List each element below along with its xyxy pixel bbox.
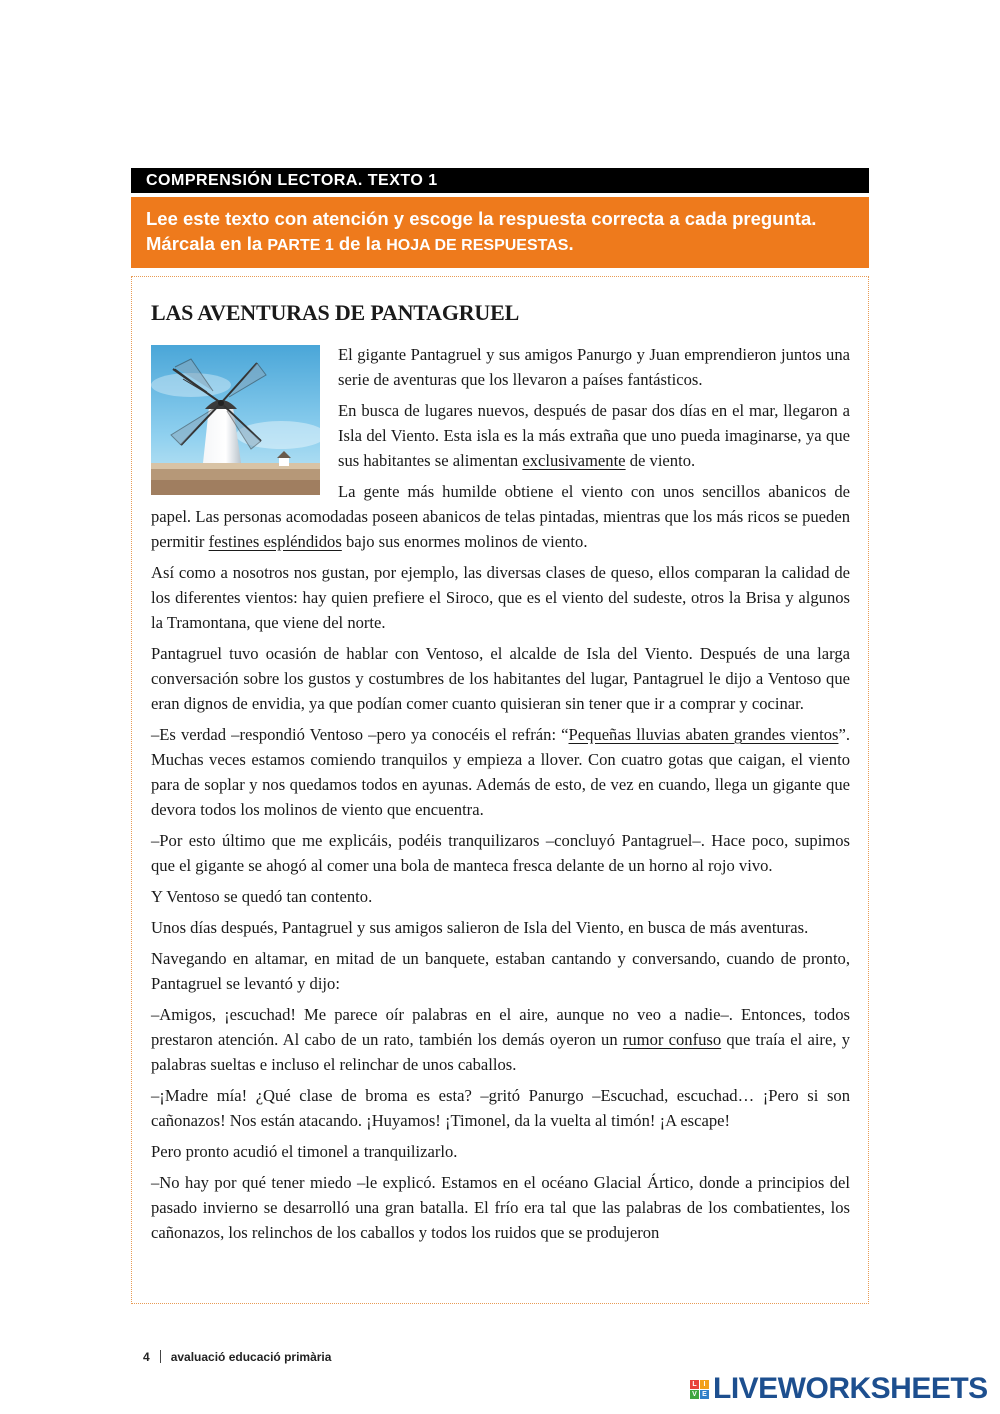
liveworksheets-icon — [690, 1380, 709, 1399]
vocabulary-exclusivamente: exclusivamente — [522, 451, 626, 470]
paragraph: –¡Madre mía! ¿Qué clase de broma es esta? –gritó Panurgo –Escuchad, escuchad… ¡Pero si son cañonazos! Nos están atacando. ¡Huyamos! ¡Timonel, da la vuelta al timón! ¡A escape! — [151, 1086, 850, 1130]
page-number: 4 — [143, 1350, 150, 1364]
footer-divider — [160, 1350, 161, 1363]
logo-letter: E — [700, 1390, 709, 1399]
instruction-text-mid: de la — [333, 233, 387, 254]
paragraph: Pantagruel tuvo ocasión de hablar con Ventoso, el alcalde de Isla del Viento. Después de una larga conversación sobre los gustos y costumbres de los habitantes del lugar, Pantagruel le dijo a Ventoso que eran dignos de envidia, ya que podían comer cuanto quisieran sin tener que ir a comprar y cocinar. — [151, 644, 850, 713]
paragraph — [151, 1002, 850, 1077]
paragraph-text: En busca de lugares nuevos, después de pasar dos días en el mar, llegaron a Isla del Viento. Esta isla es la más extraña que uno pueda imaginarse, ya que sus habitantes se alimentan — [338, 401, 850, 470]
paragraph-text: La gente más humilde obtiene el viento con unos sencillos abanicos de papel. Las personas acomodadas poseen abanicos de telas pintadas, mientras que los más ricos se pueden permitir — [151, 482, 850, 551]
paragraph-text: ”. Muchas veces estamos comiendo tranquilos y empieza a llover. Con cuatro gotas que caigan, el viento para de soplar y nos quedamos todos en ayunas. Además de esto, de vez en cuando, llega un gigante que devora todos los molinos de viento que encuentra. — [151, 725, 850, 819]
section-header: COMPRENSIÓN LECTORA. TEXTO 1 — [131, 168, 869, 193]
paragraph-text: –Amigos, ¡escuchad! Me parece oír palabras en el aire, aunque no veo a nadie–. Entonces, todos prestaron atención. Al cabo de un rato, también los demás oyeron un — [151, 1005, 850, 1049]
paragraph: Navegando en altamar, en mitad de un banquete, estaban cantando y conversando, cuando de pronto, Pantagruel se levantó y dijo: — [151, 949, 850, 993]
paragraph-text: que traía el aire, y palabras sueltas e incluso el relinchar de unos caballos. — [151, 1030, 850, 1074]
instruction-part-label: PARTE 1 — [267, 237, 334, 254]
instruction-text: Lee este texto con atención y escoge la respuesta correcta a cada pregunta. Márcala en la — [146, 208, 817, 254]
paragraph: –No hay por qué tener miedo –le explicó. Estamos en el océano Glacial Ártico, donde a principios del pasado invierno se desarrolló una gran batalla. El frío era tal que las palabras de los combatientes, los cañonazos, los relinchos de los caballos y todos los ruidos que se produjeron — [151, 1173, 850, 1242]
paragraph: Y Ventoso se quedó tan contento. — [151, 887, 373, 906]
paragraph: –Por esto último que me explicáis, podéis tranquilizaros –concluyó Pantagruel–. Hace poco, supimos que el gigante se ahogó al comer una bola de manteca fresca delante de un horno al rojo vivo. — [151, 831, 850, 875]
logo-letter: I — [700, 1380, 709, 1389]
vocabulary-rumor-confuso: rumor confuso — [622, 1030, 722, 1049]
instruction-answer-sheet-label: HOJA DE RESPUESTAS — [386, 237, 569, 254]
page-footer — [143, 1350, 331, 1364]
paragraph-text: de viento. — [625, 451, 696, 470]
instruction-text-end: . — [568, 233, 574, 254]
vocabulary-festines: festines espléndidos — [208, 532, 342, 551]
liveworksheets-logo — [690, 1374, 988, 1404]
paragraph-text: bajo sus enormes molinos de viento. — [341, 532, 588, 551]
paragraph: Unos días después, Pantagruel y sus amigos salieron de Isla del Viento, en busca de más aventuras. — [151, 918, 809, 937]
story-title: LAS AVENTURAS DE PANTAGRUEL — [151, 300, 520, 325]
liveworksheets-wordmark: LIVEWORKSHEETS — [713, 1372, 988, 1405]
paragraph: El gigante Pantagruel y sus amigos Panurgo y Juan emprendieron juntos una serie de aventuras que los llevaron a países fantásticos. — [338, 345, 850, 389]
vocabulary-refran: Pequeñas lluvias abaten grandes vientos — [568, 725, 839, 744]
logo-letter: V — [690, 1390, 699, 1399]
paragraph: Así como a nosotros nos gustan, por ejemplo, las diversas clases de queso, ellos comparan la calidad de los diferentes vientos: hay quien prefiere el Siroco, que es el viento del sudeste, otros la Brisa y algunos la Tramontana, que viene del norte. — [151, 563, 850, 632]
story-body — [151, 342, 850, 1251]
instructions-box — [131, 197, 869, 268]
footer-text: avaluació educació primària — [170, 1350, 332, 1364]
paragraph: Pero pronto acudió el timonel a tranquilizarlo. — [151, 1142, 458, 1161]
paragraph — [151, 722, 850, 822]
paragraph-text: –Es verdad –respondió Ventoso –pero ya conocéis el refrán: “ — [151, 725, 569, 744]
logo-letter: L — [690, 1380, 699, 1389]
